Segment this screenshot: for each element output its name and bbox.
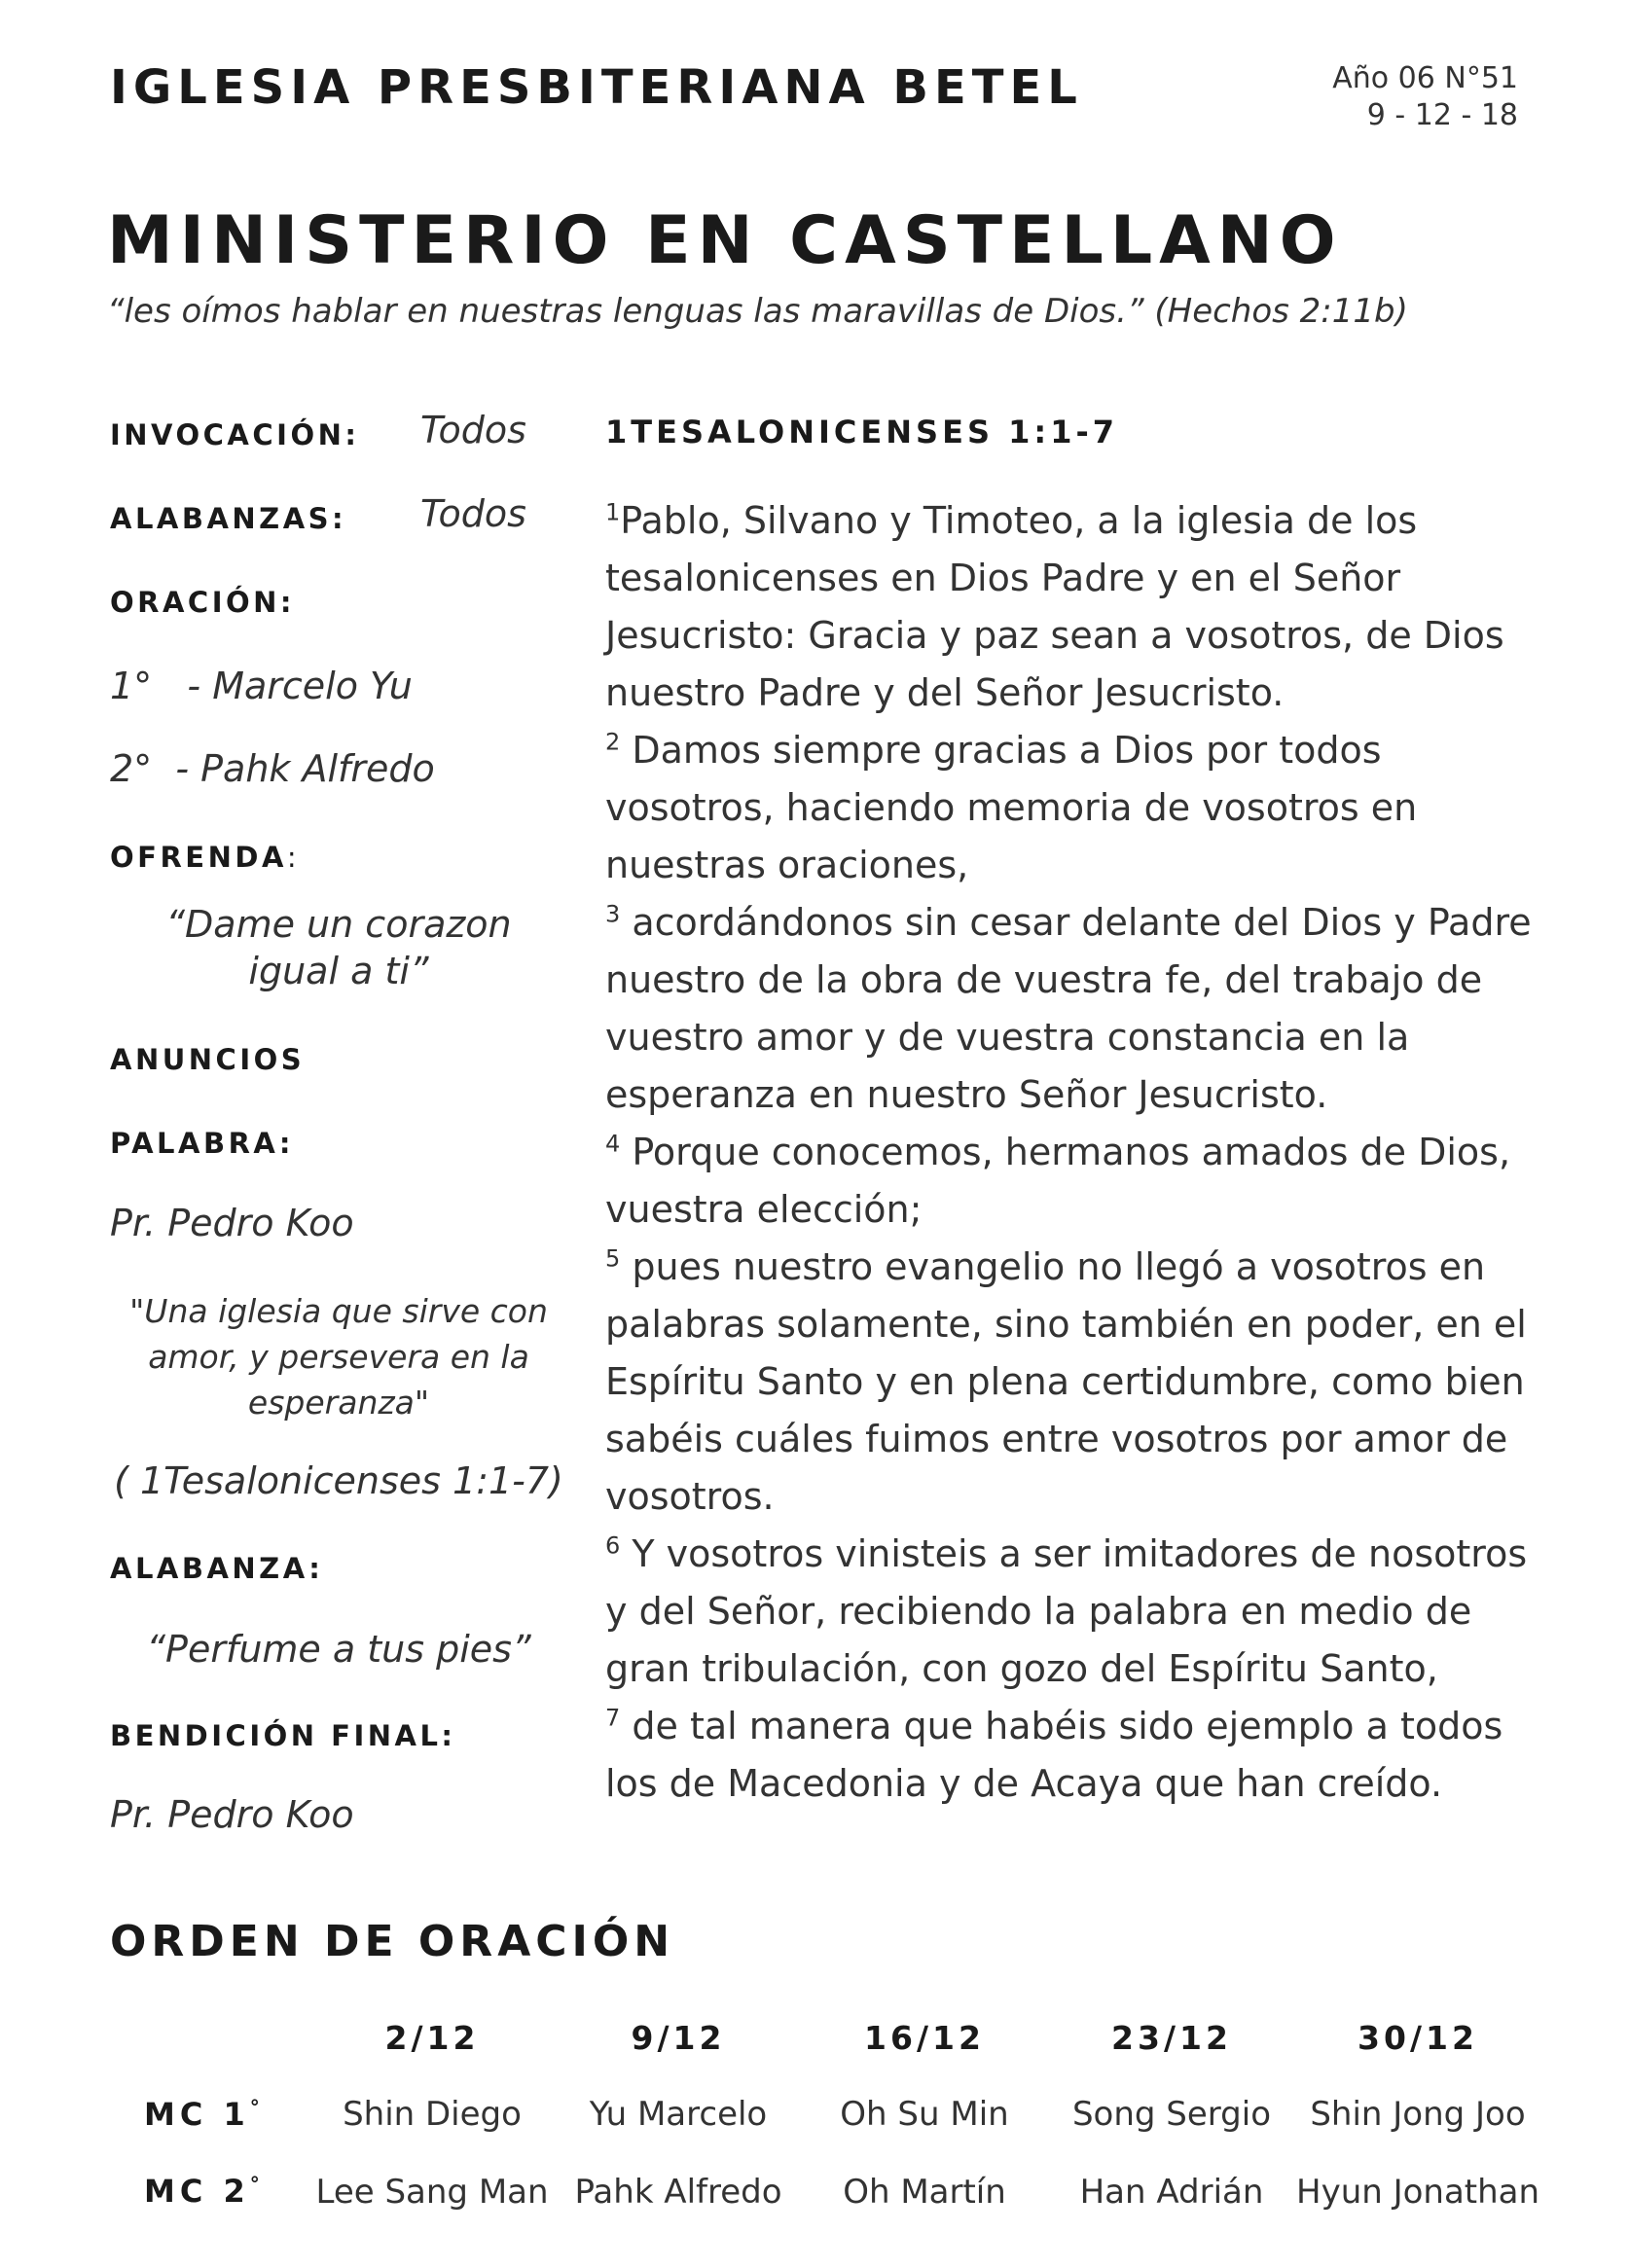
reading-verses	[605, 492, 1549, 1813]
schedule-cell: Oh Martín	[843, 2173, 1006, 2212]
verse-number: 6	[605, 1531, 621, 1560]
schedule-cell: Shin Diego	[343, 2095, 522, 2134]
verse-number: 7	[605, 1704, 621, 1732]
verse-text: Porque conocemos, hermanos amados de Dios, vuestra elección;	[605, 1131, 1511, 1231]
schedule-cell: Han Adrián	[1079, 2173, 1264, 2212]
sermon-title-line1: "Una iglesia que sirve con	[129, 1292, 548, 1330]
date-header: 30/12	[1358, 2019, 1478, 2057]
schedule-cell: Lee Sang Man	[315, 2173, 549, 2212]
date-header: 23/12	[1111, 2019, 1232, 2057]
verse-text: Damos siempre gracias a Dios por todos vosotros, haciendo memoria de vosotros en nuestras oraciones,	[605, 729, 1418, 886]
date-header: 2/12	[384, 2019, 480, 2057]
sermon-title-line2: amor, y persevera en la	[148, 1338, 529, 1376]
verse-text: de tal manera que habéis sido ejemplo a todos los de Macedonia y de Acaya que han creído.	[605, 1705, 1503, 1805]
verse	[605, 1526, 1549, 1698]
sermon-title	[110, 1288, 567, 1425]
verse	[605, 894, 1549, 1124]
verse-text: Pablo, Silvano y Timoteo, a la iglesia de los tesalonicenses en Dios Padre y en el Señor Jesucristo: Gracia y paz sean a vosotros, de Dios nuestro Padre y del Señor Jesucristo.	[605, 499, 1504, 714]
verse-text: pues nuestro evangelio no llegó a vosotros en palabras solamente, sino también en poder, en el Espíritu Santo y en plena certidumbre, como bien sabéis cuáles fuimos entre vosotros por amor de vosotros.	[605, 1245, 1527, 1518]
schedule-cell: Hyun Jonathan	[1296, 2173, 1540, 2212]
sermon-title-line3: esperanza"	[247, 1384, 430, 1422]
ofrenda-song	[110, 901, 567, 994]
date-header: 16/12	[864, 2019, 985, 2057]
invocacion-value: Todos	[420, 409, 526, 451]
verse-number: 4	[605, 1130, 621, 1158]
row-label-mc2	[144, 2173, 265, 2210]
anuncios-label: ANUNCIOS	[110, 1043, 306, 1076]
verse-number: 2	[605, 728, 621, 756]
ofrenda-song-line1: “Dame un corazon	[165, 903, 512, 946]
bendicion-preacher: Pr. Pedro Koo	[110, 1793, 354, 1836]
row-label-text: MC 1	[144, 2096, 250, 2133]
schedule-cell: Yu Marcelo	[589, 2095, 768, 2134]
issue-info	[1332, 60, 1518, 134]
issue-number: Año 06 N°51	[1332, 61, 1518, 95]
verse	[605, 722, 1549, 894]
reading-title: 1TESALONICENSES 1:1-7	[605, 414, 1118, 450]
schedule-cell: Pahk Alfredo	[574, 2173, 782, 2212]
schedule-cell: Song Sergio	[1071, 2095, 1272, 2134]
verse-text: Y vosotros vinisteis a ser imitadores de nosotros y del Señor, recibiendo la palabra en medio de gran tribulación, con gozo del Espíritu Santo,	[605, 1532, 1528, 1690]
alabanzas-label: ALABANZAS:	[110, 502, 347, 535]
verse	[605, 492, 1549, 722]
ofrenda-song-line2: igual a ti”	[248, 950, 429, 992]
alabanza-label: ALABANZA:	[110, 1552, 324, 1585]
page-title: MINISTERIO EN CASTELLANO	[107, 202, 1343, 279]
orden-title: ORDEN DE ORACIÓN	[110, 1917, 675, 1966]
date-header: 9/12	[631, 2019, 726, 2057]
verse	[605, 1239, 1549, 1526]
church-name: IGLESIA PRESBITERIANA BETEL	[110, 60, 1083, 115]
verse	[605, 1124, 1549, 1239]
degree-mark: °	[249, 2172, 265, 2196]
palabra-label: PALABRA:	[110, 1127, 294, 1160]
verse	[605, 1698, 1549, 1813]
invocacion-label: INVOCACIÓN:	[110, 418, 360, 451]
verse-number: 1	[605, 498, 621, 526]
issue-date: 9 - 12 - 18	[1366, 98, 1518, 132]
oracion-second: 2° - Pahk Alfredo	[110, 747, 435, 790]
ofrenda-label-text: OFRENDA	[110, 841, 287, 874]
schedule-cell: Oh Su Min	[840, 2095, 1009, 2134]
oracion-label: ORACIÓN:	[110, 586, 296, 619]
alabanzas-value: Todos	[420, 492, 526, 535]
sermon-reference: ( 1Tesalonicenses 1:1-7)	[114, 1459, 563, 1502]
alabanza-song: “Perfume a tus pies”	[146, 1628, 531, 1671]
row-label-text: MC 2	[144, 2173, 250, 2210]
verse-number: 3	[605, 900, 621, 928]
page-subtitle: “les oímos hablar en nuestras lenguas las maravillas de Dios.” (Hechos 2:11b)	[107, 292, 1408, 331]
ofrenda-label-colon: :	[286, 841, 297, 874]
row-label-mc1	[144, 2096, 265, 2133]
palabra-preacher: Pr. Pedro Koo	[110, 1202, 354, 1244]
verse-text: acordándonos sin cesar delante del Dios y Padre nuestro de la obra de vuestra fe, del trabajo de vuestro amor y de vuestra constancia en la esperanza en nuestro Señor Jesucristo.	[605, 901, 1532, 1116]
ofrenda-label	[110, 841, 297, 874]
schedule-cell: Shin Jong Joo	[1310, 2095, 1526, 2134]
verse-number: 5	[605, 1244, 621, 1273]
degree-mark: °	[249, 2095, 265, 2119]
bendicion-label: BENDICIÓN FINAL:	[110, 1719, 456, 1752]
oracion-first: 1° - Marcelo Yu	[110, 665, 413, 707]
